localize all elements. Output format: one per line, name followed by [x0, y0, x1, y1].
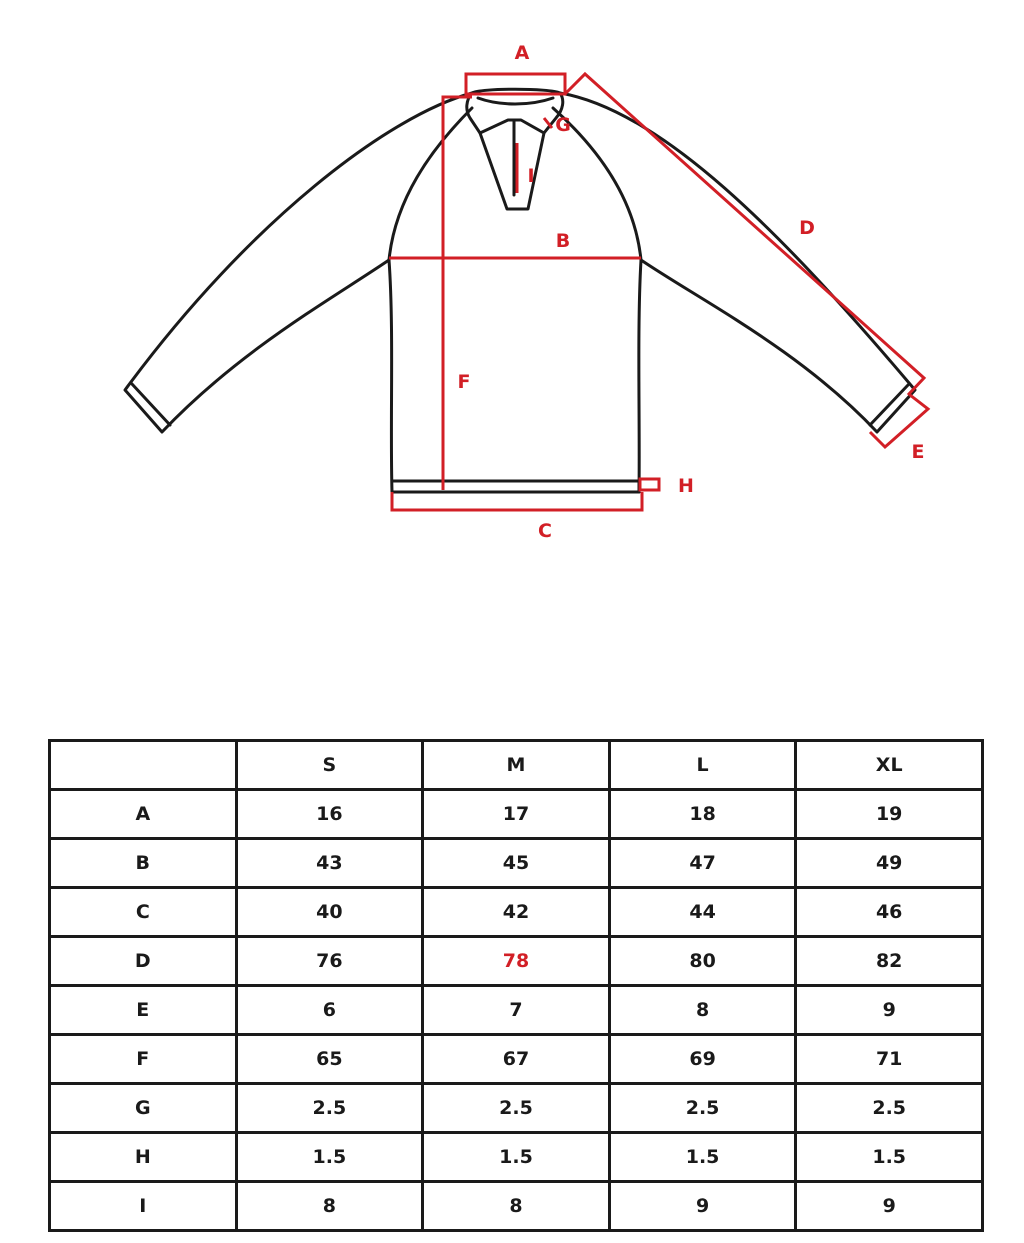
value-cell: 69 [609, 1035, 796, 1084]
value-cell: 2.5 [423, 1084, 610, 1133]
value-cell: 1.5 [423, 1133, 610, 1182]
size-header: M [423, 741, 610, 790]
measure-c [392, 492, 642, 510]
measurement-label-cell: E [50, 986, 237, 1035]
measurement-label-cell: H [50, 1133, 237, 1182]
value-cell: 71 [796, 1035, 983, 1084]
table-row [50, 790, 983, 839]
measurement-label-cell: C [50, 888, 237, 937]
value-cell: 9 [796, 986, 983, 1035]
measure-h [640, 479, 659, 490]
size-header: S [236, 741, 423, 790]
value-cell: 46 [796, 888, 983, 937]
value-cell: 44 [609, 888, 796, 937]
body-left-side [389, 260, 392, 492]
label-e: E [911, 441, 925, 463]
table-row [50, 839, 983, 888]
body-right-side [639, 260, 641, 492]
value-cell: 1.5 [796, 1133, 983, 1182]
value-cell: 40 [236, 888, 423, 937]
measurement-label-cell: D [50, 937, 237, 986]
value-cell: 18 [609, 790, 796, 839]
value-cell: 8 [423, 1182, 610, 1231]
value-cell: 6 [236, 986, 423, 1035]
value-cell: 8 [236, 1182, 423, 1231]
label-h: H [678, 475, 694, 497]
value-cell: 9 [609, 1182, 796, 1231]
value-cell: 80 [609, 937, 796, 986]
value-cell: 17 [423, 790, 610, 839]
value-cell: 1.5 [609, 1133, 796, 1182]
label-g: G [555, 114, 571, 136]
measure-e [870, 395, 928, 447]
label-c: C [538, 520, 552, 542]
table-row [50, 1084, 983, 1133]
measure-f [443, 97, 472, 490]
measurement-lines [389, 74, 928, 510]
value-cell: 43 [236, 839, 423, 888]
table-row [50, 986, 983, 1035]
value-cell: 19 [796, 790, 983, 839]
value-cell: 2.5 [236, 1084, 423, 1133]
measurement-label-cell: B [50, 839, 237, 888]
measurement-label-cell: F [50, 1035, 237, 1084]
value-cell: 1.5 [236, 1133, 423, 1182]
left-raglan-seam [389, 108, 472, 260]
value-cell: 45 [423, 839, 610, 888]
label-i: I [527, 165, 535, 187]
value-cell: 76 [236, 937, 423, 986]
value-cell: 67 [423, 1035, 610, 1084]
right-sleeve [560, 93, 915, 432]
table-header-row [50, 741, 983, 790]
value-cell: 2.5 [609, 1084, 796, 1133]
label-d: D [799, 217, 815, 239]
collar-inner [478, 98, 553, 104]
size-header: XL [796, 741, 983, 790]
value-cell: 9 [796, 1182, 983, 1231]
value-cell: 78 [423, 937, 610, 986]
value-cell: 82 [796, 937, 983, 986]
value-cell: 8 [609, 986, 796, 1035]
table-row [50, 1133, 983, 1182]
value-cell: 42 [423, 888, 610, 937]
label-a: A [514, 42, 530, 64]
measurement-label-cell: I [50, 1182, 237, 1231]
table-row [50, 937, 983, 986]
measurement-label-cell: G [50, 1084, 237, 1133]
label-b: B [555, 230, 571, 252]
table-row [50, 1035, 983, 1084]
table-row [50, 1182, 983, 1231]
garment-outline [125, 89, 915, 492]
value-cell: 16 [236, 790, 423, 839]
size-chart-table [48, 739, 984, 1232]
label-f: F [457, 371, 471, 393]
measure-d [565, 74, 924, 395]
hem-band [392, 481, 639, 492]
size-header: L [609, 741, 796, 790]
value-cell: 47 [609, 839, 796, 888]
value-cell: 65 [236, 1035, 423, 1084]
corner-cell [50, 741, 237, 790]
left-sleeve [125, 93, 472, 432]
garment-diagram [0, 0, 1024, 620]
value-cell: 7 [423, 986, 610, 1035]
value-cell: 49 [796, 839, 983, 888]
table-row [50, 888, 983, 937]
measurement-label-cell: A [50, 790, 237, 839]
value-cell: 2.5 [796, 1084, 983, 1133]
